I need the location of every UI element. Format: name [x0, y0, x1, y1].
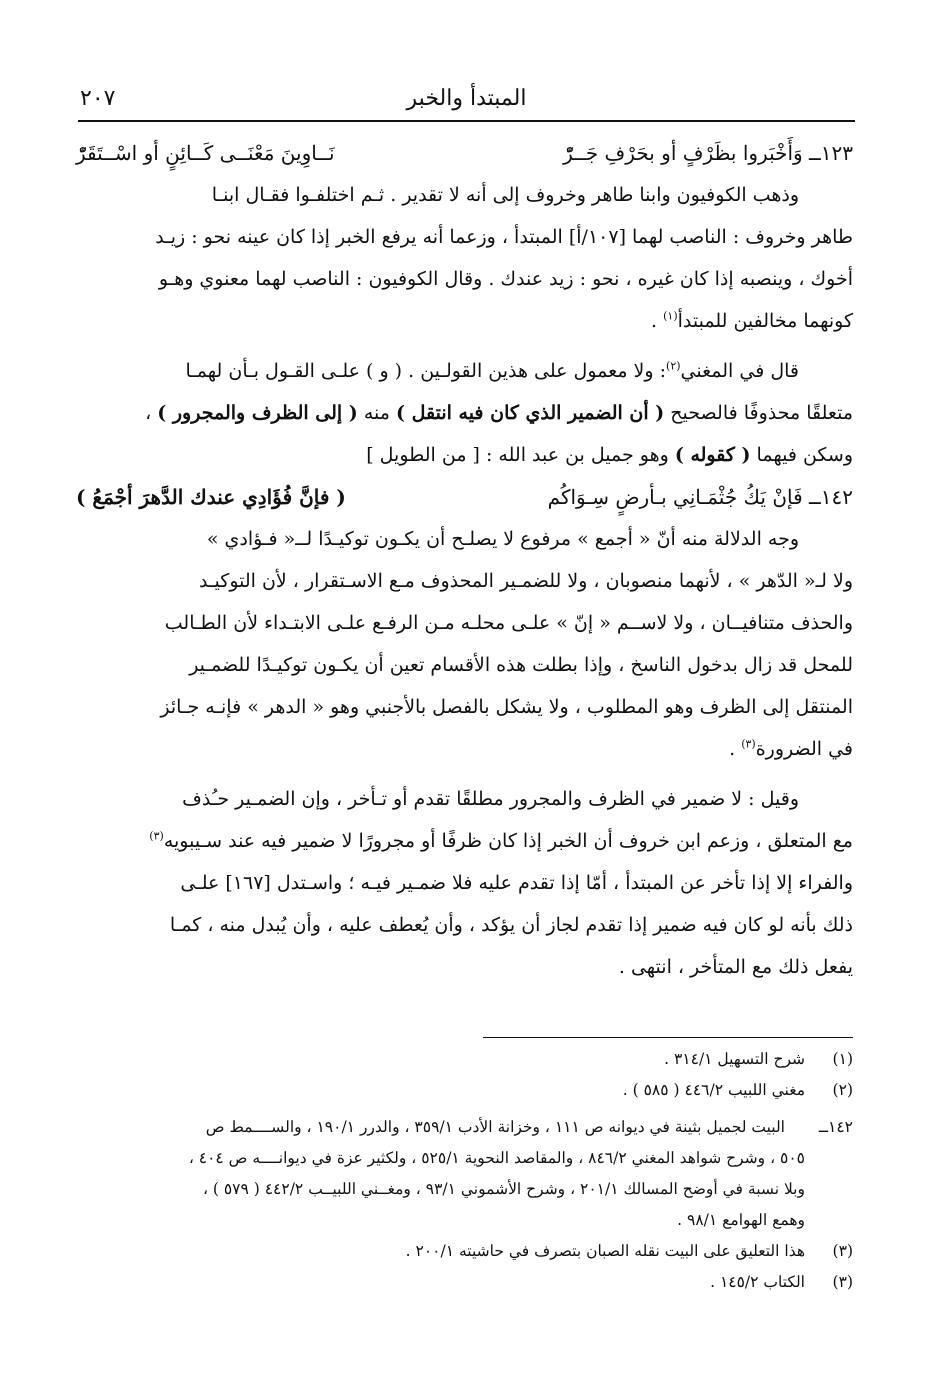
- footnote-separator: [483, 1037, 853, 1038]
- verse-123: [76, 132, 853, 174]
- footnote-number: ١٤٢ــ: [818, 1118, 853, 1136]
- footnote-line: ٥٠٥ ، وشرح شواهد المغني ٨٤٦/٢ ، والمقاصد النحوية ٥٢٥/١ ، ولكثير عزة في ديوانــــه ص ٤٠٤ ،: [188, 1149, 805, 1167]
- verse-123-first-hemistich: ١٢٣ــ وَأَخْبَروا بظَرْفٍ أو بحَرْفِ جَــرّْ: [563, 141, 853, 165]
- matn-quote: ( كقوله ): [674, 444, 751, 466]
- text-line: [76, 300, 853, 342]
- footnote-ref: (٣): [149, 829, 164, 843]
- footnote-text: مغني اللبيب ٤٤٦/٢ ( ٥٨٥ ) .: [622, 1081, 805, 1099]
- footnote-verse-142-continued: [76, 1143, 853, 1236]
- main-text: [76, 132, 853, 988]
- text-line: يفعل ذلك مع المتأخر ، انتهى .: [618, 956, 853, 978]
- footnote-number: (٣): [832, 1273, 853, 1291]
- footnote-verse-142: [76, 1112, 853, 1143]
- matn-quote: ( إلى الظرف والمجرور ): [157, 402, 358, 424]
- verse-142-second-hemistich: ( فإنَّ فُؤَادِي عندك الدَّهرَ أجْمَعُ ): [76, 485, 346, 509]
- text-span: قال في المغني: [680, 360, 799, 382]
- footnote-3b: [76, 1267, 853, 1298]
- matn-quote: ( أن الضمير الذي كان فيه انتقل ): [395, 402, 665, 424]
- paragraph-qila: [76, 778, 853, 988]
- text-line: [76, 350, 853, 392]
- text-line: والحذف متنافيــان ، ولا لاســم « إنّ » علـى محلـه مـن الرفـع علـى الابتـداء لأن الطـالب: [164, 612, 853, 634]
- text-line: [76, 434, 853, 476]
- text-line: ولا لـ« الدّهر » ، لأنهما منصوبان ، ولا للضمـير المحذوف مـع الاسـتقرار ، لأن التوكيـد: [199, 570, 853, 592]
- footnote-line: وهمع الهوامع ٩٨/١ .: [677, 1211, 805, 1229]
- text-line: [76, 728, 853, 770]
- text-line: وجه الدلالة منه أنّ « أجمع » مرفوع لا يصلـح أن يكـون توكيـدًا لــ« فـؤادي »: [206, 528, 799, 550]
- text-span: .: [729, 738, 742, 760]
- text-span: وسكن فيهما: [750, 444, 853, 466]
- text-span: في الضرورة: [755, 738, 853, 760]
- text-line: ذلك بأنه لو كان فيه ضمير إذا تقدم لجاز أن يؤكد ، وأن يُعطف عليه ، وأن يُبدل منه ، كمـا: [169, 914, 853, 936]
- chapter-title: المبتدأ والخبر: [406, 86, 527, 111]
- paragraph-mughni: [76, 350, 853, 476]
- footnote-text: الكتاب ١٤٥/٢ .: [710, 1273, 805, 1291]
- footnote-ref: (١): [663, 309, 678, 323]
- footnote-3a: [76, 1236, 853, 1267]
- footnote-text: شرح التسهيل ٣١٤/١ .: [664, 1050, 805, 1068]
- footnotes: [76, 1044, 853, 1298]
- text-line: وقيل : لا ضمير في الظرف والمجرور مطلقًا تقدم أو تـأخر ، وإن الضمـير حـُذف: [182, 788, 799, 810]
- text-line: [76, 392, 853, 434]
- text-span: متعلقًا محذوفًا فالصحيح: [664, 402, 853, 424]
- text-span: مع المتعلق ، وزعم ابن خروف أن الخبر إذا كان ظرفًا أو مجرورًا لا ضمير فيه عند سـيبويه: [163, 830, 853, 852]
- paragraph-kufiyyun: [76, 174, 853, 342]
- verse-142: [76, 476, 853, 518]
- text-line: وذهب الكوفيون وابنا طاهر وخروف إلى أنه لا تقدير . ثـم اختلفـوا فقـال ابنـا: [211, 184, 799, 206]
- text-span: : ولا معمول على هذين القولـين . ( و ) علـى القـول بـأن لهمـا: [185, 360, 667, 382]
- page-number: ٢٠٧: [80, 86, 116, 111]
- verse-123-second-hemistich: نَــاوِينَ مَعْنَــى كَــائِنٍ أو اسْــتَقَرّْ: [76, 141, 335, 165]
- footnote-text: هذا التعليق على البيت نقله الصبان بتصرف في حاشيته ٢٠٠/١ .: [405, 1242, 805, 1260]
- footnote-ref: (٣): [741, 737, 756, 751]
- footnote-line: البيت لجميل بثينة في ديوانه ص ١١١ ، وخزانة الأدب ٣٥٩/١ ، والدرر ١٩٠/١ ، والســــمط ص: [205, 1118, 785, 1136]
- text-line: أخوك ، وينصبه إذا كان غيره ، نحو : زيد عندك . وقال الكوفيون : الناصب لهما معنوي وهـو: [158, 268, 853, 290]
- running-header: [78, 86, 855, 122]
- text-span: .: [651, 310, 664, 332]
- text-line: للمحل قد زال بدخول الناسخ ، وإذا بطلت هذه الأقسام تعين أن يكـون توكيـدًا للضمـير: [189, 654, 853, 676]
- paragraph-dalala: [76, 518, 853, 770]
- footnote-1: [76, 1044, 853, 1075]
- footnote-ref: (٢): [666, 359, 681, 373]
- footnote-number: (٣): [832, 1242, 853, 1260]
- verse-142-first-hemistich: ١٤٢ــ فَإنْ يَكُ جُثْمَـانِي بـأرضٍ سِـوَاكُم: [547, 485, 853, 509]
- footnote-number: (٢): [832, 1081, 853, 1099]
- text-span: منه: [357, 402, 396, 424]
- text-line: [76, 820, 853, 862]
- text-line: والفراء إلا إذا تأخر عن المبتدأ ، أمّا إذا تقدم عليه فلا ضمـير فيـه ؛ واسـتدل [١٦٧] علـى: [180, 872, 853, 894]
- footnote-number: (١): [832, 1050, 853, 1068]
- footnote-text: [76, 1112, 785, 1143]
- text-span: ،: [145, 402, 158, 424]
- footnote-2: [76, 1075, 853, 1106]
- footnote-line: وبلا نسبة في أوضح المسالك ٢٠١/١ ، وشرح الأشموني ٩٣/١ ، ومغــني اللبيــب ٤٤٢/٢ ( ٥٧٩ ) ،: [202, 1180, 805, 1198]
- text-span: وهو جميل بن عبد الله : [ من الطويل ]: [366, 444, 675, 466]
- text-line: المنتقل إلى الظرف وهو المطلوب ، ولا يشكل بالفصل بالأجنبي وهو « الدهر » فإنـه جـائز: [160, 696, 853, 718]
- text-span: كونهما مخالفين للمبتدأ: [677, 310, 853, 332]
- text-line: طاهر وخروف : الناصب لهما [١٠٧/أ] المبتدأ ، وزعما أنه يرفع الخبر إذا كان عينه نحو : زيـد: [155, 226, 853, 248]
